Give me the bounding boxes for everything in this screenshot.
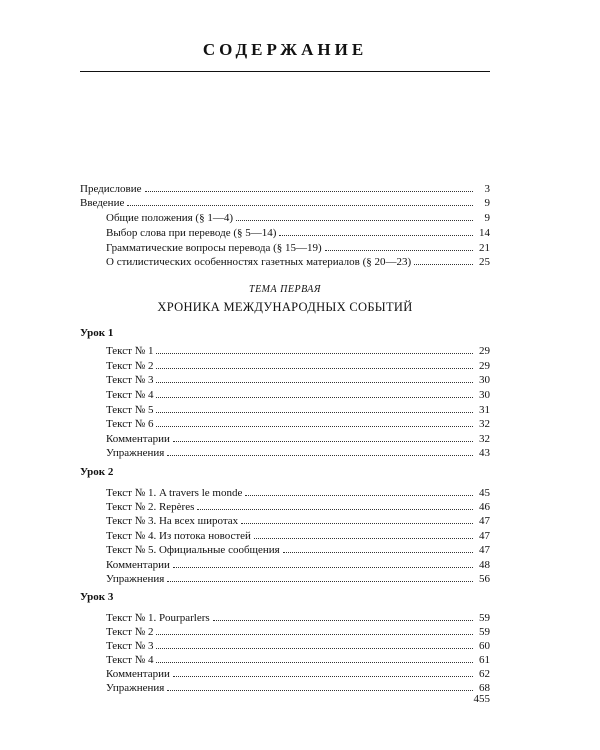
toc-entry[interactable] [106, 681, 490, 695]
toc-entry-page: 32 [479, 433, 490, 445]
toc-entry[interactable] [106, 639, 490, 653]
toc-entry-page: 68 [479, 682, 490, 694]
toc-entry-page: 14 [479, 227, 490, 239]
leader-dots [156, 403, 473, 413]
leader-dots [156, 417, 473, 427]
toc-entry[interactable] [106, 344, 490, 358]
title-rule [80, 71, 490, 72]
toc-entry-label: Комментарии [106, 559, 170, 571]
leader-dots [127, 196, 473, 206]
toc-entry[interactable] [106, 417, 490, 431]
toc-entry-label: Текст № 2. Repères [106, 501, 195, 513]
toc-entry-page: 9 [484, 212, 490, 224]
toc-entry-label: Грамматические вопросы перевода (§ 15—19) [106, 242, 322, 254]
toc-entry-label: Комментарии [106, 433, 170, 445]
leader-dots [245, 486, 473, 496]
toc-entry-page: 61 [479, 654, 490, 666]
toc-entry[interactable] [106, 653, 490, 667]
leader-dots [173, 432, 473, 442]
leader-dots [167, 446, 473, 456]
leader-dots [145, 182, 474, 192]
toc-entry-page: 56 [479, 573, 490, 585]
leader-dots [173, 667, 473, 677]
toc-entry[interactable] [106, 432, 490, 446]
toc-entry-page: 47 [479, 515, 490, 527]
leader-dots [414, 255, 473, 265]
toc-entry-page: 47 [479, 544, 490, 556]
toc-entry-page: 43 [479, 447, 490, 459]
toc-entry-page: 29 [479, 345, 490, 357]
toc-entry-page: 59 [479, 626, 490, 638]
toc-entry[interactable] [106, 241, 490, 255]
leader-dots [325, 241, 473, 251]
toc-entry-page: 30 [479, 389, 490, 401]
toc-entry-page: 59 [479, 612, 490, 624]
toc-entry-page: 30 [479, 374, 490, 386]
toc-entry-label: Текст № 3. На всех широтах [106, 515, 239, 527]
toc-entry[interactable] [106, 211, 490, 225]
toc-entry-page: 60 [479, 640, 490, 652]
leader-dots [156, 388, 473, 398]
toc-entry[interactable] [106, 255, 490, 269]
leader-dots [279, 226, 473, 236]
lesson-heading: Урок 1 [80, 327, 114, 339]
lesson-heading: Урок 2 [80, 466, 114, 478]
toc-entry-label: Упражнения [106, 447, 165, 459]
toc-entry[interactable] [80, 182, 490, 196]
leader-dots [173, 558, 473, 568]
toc-entry-page: 45 [479, 487, 490, 499]
toc-entry-label: Текст № 2 [106, 626, 154, 638]
toc-entry-label: Текст № 3 [106, 640, 154, 652]
toc-entry-label: Предисловие [80, 183, 142, 195]
page-title: СОДЕРЖАНИЕ [202, 40, 368, 59]
leader-dots [241, 514, 473, 524]
toc-entry-page: 47 [479, 530, 490, 542]
toc-entry-label: Введение [80, 197, 125, 209]
leader-dots [283, 543, 473, 553]
toc-entry-label: Общие положения (§ 1—4) [106, 212, 233, 224]
toc-entry[interactable] [106, 611, 490, 625]
toc-entry-label: Комментарии [106, 668, 170, 680]
leader-dots [156, 639, 473, 649]
toc-entry[interactable] [106, 543, 490, 557]
toc-entry-page: 48 [479, 559, 490, 571]
toc-entry-label: Текст № 1. A travers le monde [106, 487, 243, 499]
toc-entry[interactable] [106, 388, 490, 402]
toc-entry-label: Текст № 5 [106, 404, 154, 416]
toc-entry-label: Текст № 1 [106, 345, 154, 357]
lesson-heading: Урок 3 [80, 591, 114, 603]
leader-dots [156, 625, 473, 635]
toc-entry[interactable] [106, 558, 490, 572]
toc-entry-label: Текст № 4 [106, 389, 154, 401]
leader-dots [156, 373, 473, 383]
toc-entry-page: 32 [479, 418, 490, 430]
toc-entry[interactable] [80, 196, 490, 210]
page-number: 455 [473, 693, 490, 705]
toc-entry[interactable] [106, 446, 490, 460]
leader-dots [254, 529, 473, 539]
toc-entry[interactable] [106, 226, 490, 240]
toc-entry-label: Текст № 4. Из потока новостей [106, 530, 251, 542]
toc-entry-label: Текст № 4 [106, 654, 154, 666]
theme-label: ТЕМА ПЕРВАЯ [249, 284, 321, 295]
toc-entry[interactable] [106, 529, 490, 543]
toc-entry-label: Текст № 2 [106, 360, 154, 372]
toc-entry-page: 9 [484, 197, 490, 209]
toc-entry[interactable] [106, 373, 490, 387]
toc-entry-label: О стилистических особенностях газетных материалов (§ 20—23) [106, 256, 412, 268]
toc-entry-page: 29 [479, 360, 490, 372]
toc-entry[interactable] [106, 667, 490, 681]
leader-dots [213, 611, 473, 621]
toc-entry-label: Упражнения [106, 682, 165, 694]
toc-entry-page: 3 [484, 183, 490, 195]
leader-dots [156, 344, 473, 354]
leader-dots [197, 500, 473, 510]
leader-dots [167, 572, 473, 582]
toc-entry[interactable] [106, 514, 490, 528]
toc-entry-label: Выбор слова при переводе (§ 5—14) [106, 227, 277, 239]
toc-entry-page: 21 [479, 242, 490, 254]
toc-entry-page: 31 [479, 404, 490, 416]
toc-entry[interactable] [106, 403, 490, 417]
leader-dots [156, 359, 473, 369]
toc-entry[interactable] [106, 486, 490, 500]
toc-entry[interactable] [106, 572, 490, 586]
theme-title: ХРОНИКА МЕЖДУНАРОДНЫХ СОБЫТИЙ [157, 300, 413, 314]
toc-entry-label: Текст № 6 [106, 418, 154, 430]
toc-entry-label: Текст № 3 [106, 374, 154, 386]
toc-entry-page: 46 [479, 501, 490, 513]
toc-entry-page: 25 [479, 256, 490, 268]
toc-entry-label: Текст № 1. Pourparlers [106, 612, 210, 624]
leader-dots [236, 211, 473, 221]
toc-entry[interactable] [106, 500, 490, 514]
toc-entry[interactable] [106, 625, 490, 639]
leader-dots [156, 653, 473, 663]
toc-entry[interactable] [106, 359, 490, 373]
toc-entry-label: Упражнения [106, 573, 165, 585]
leader-dots [167, 681, 473, 691]
toc-entry-label: Текст № 5. Официальные сообщения [106, 544, 280, 556]
toc-entry-page: 62 [479, 668, 490, 680]
